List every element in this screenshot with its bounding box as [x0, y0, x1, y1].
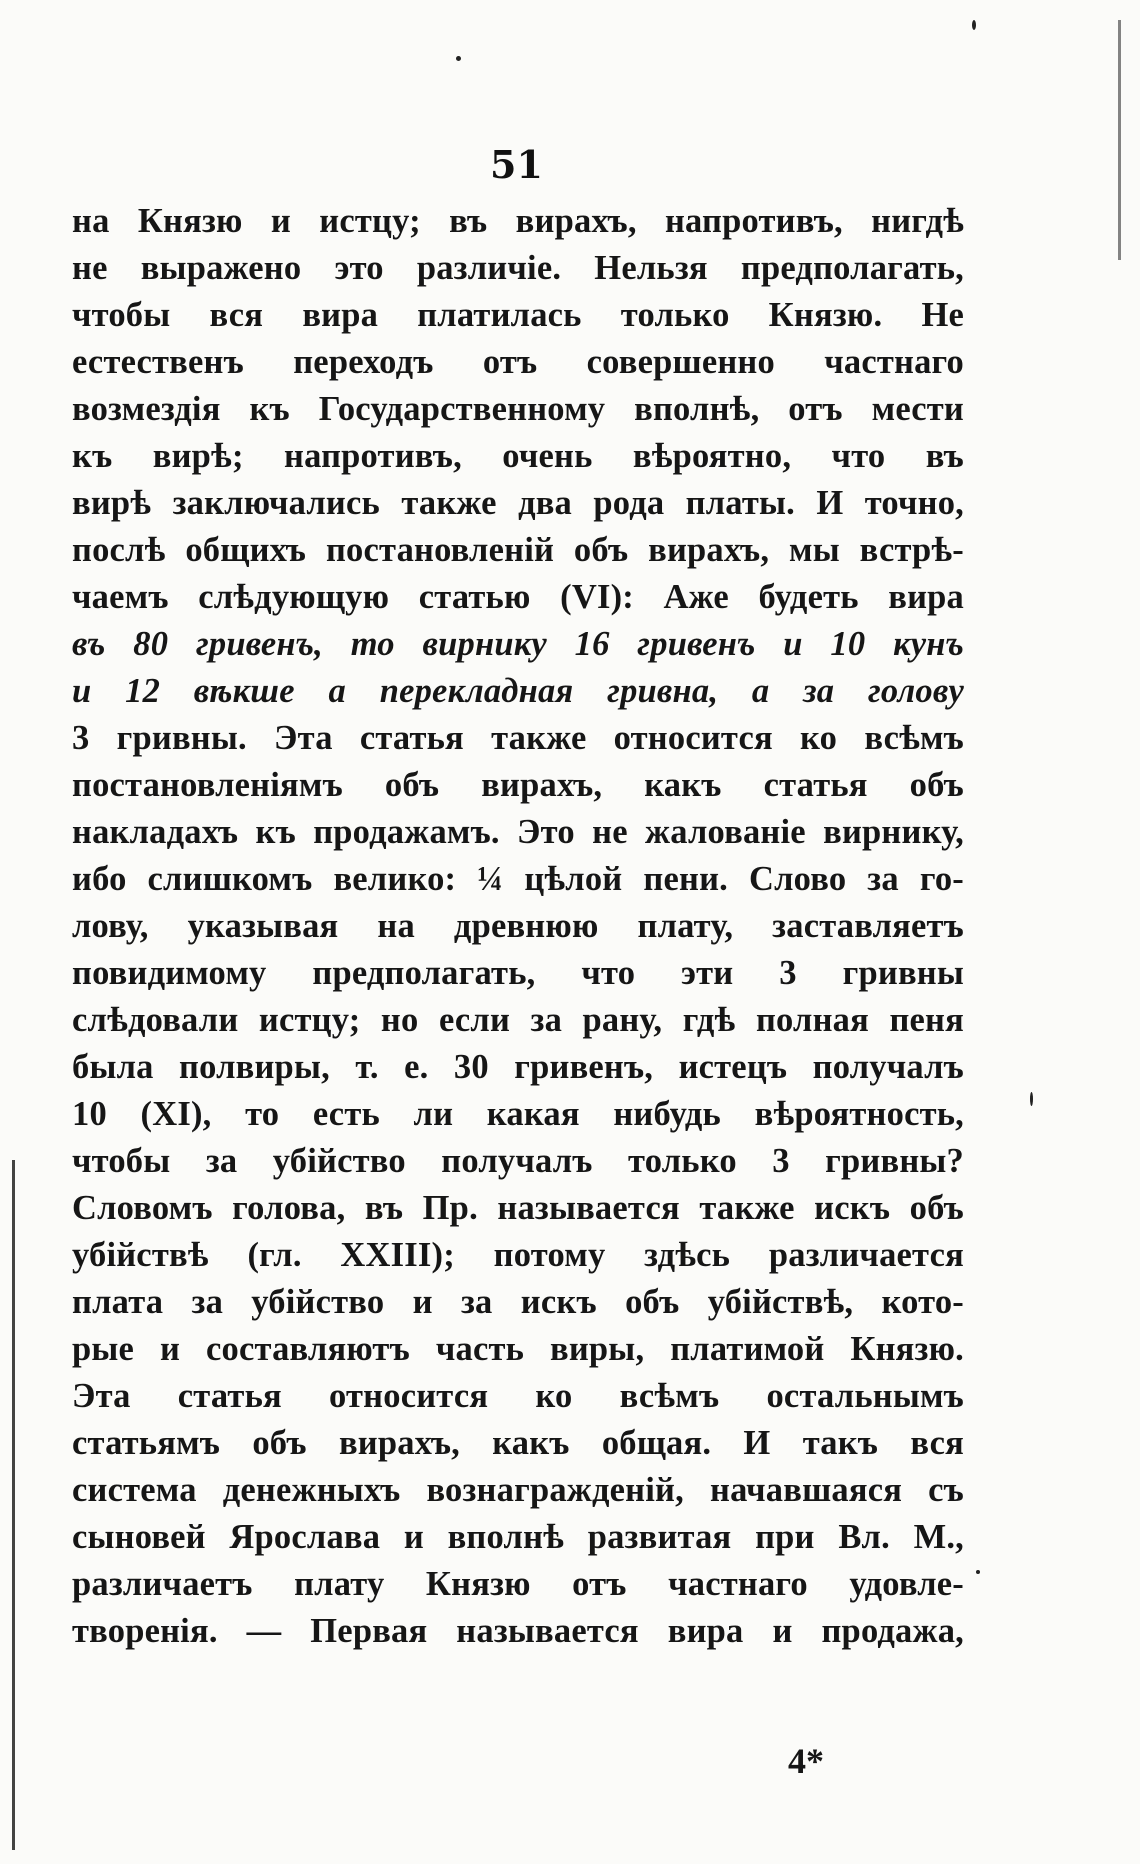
- text-line: система денежныхъ вознагражденій, начавшаяся съ: [72, 1471, 964, 1509]
- text-line: 10 (XI), то есть ли какая нибудь вѣроятность,: [72, 1095, 964, 1133]
- text-line: къ вирѣ; напротивъ, очень вѣроятно, что въ: [72, 437, 964, 475]
- text-line: ибо слишкомъ велико: ¼ цѣлой пени. Слово за го-: [72, 860, 964, 898]
- body-text: [72, 198, 964, 1655]
- scan-speck: [456, 56, 461, 61]
- signature-mark: 4*: [788, 1741, 824, 1781]
- text-line: 3 гривны. Эта статья также относится ко всѣмъ: [72, 719, 964, 757]
- text-line: слѣдовали истцу; но если за рану, гдѣ полная пеня: [72, 1001, 964, 1039]
- scan-speck: [976, 1570, 980, 1574]
- text-line: чаемъ слѣдующую статью (VI): Аже будеть вира: [72, 578, 964, 616]
- text-line: вирѣ заключались также два рода платы. И точно,: [72, 484, 964, 522]
- text-line: чтобы вся вира платилась только Князю. Не: [72, 296, 964, 334]
- text-line: рые и составляютъ часть виры, платимой Князю.: [72, 1330, 964, 1368]
- text-line: на Князю и истцу; въ вирахъ, напротивъ, нигдѣ: [72, 202, 964, 240]
- scan-speck: [1030, 1092, 1033, 1106]
- text-line: убійствѣ (гл. XXIII); потому здѣсь различается: [72, 1236, 964, 1274]
- scan-speck: [972, 20, 976, 30]
- text-line: естественъ переходъ отъ совершенно частнаго: [72, 343, 964, 381]
- text-line: статьямъ объ вирахъ, какъ общая. И такъ вся: [72, 1424, 964, 1462]
- text-line: различаетъ плату Князю отъ частнаго удовле-: [72, 1565, 964, 1603]
- text-line: Словомъ голова, въ Пр. называется также искъ объ: [72, 1189, 964, 1227]
- text-line: Эта статья относится ко всѣмъ остальнымъ: [72, 1377, 964, 1415]
- text-line: не выражено это различіе. Нельзя предполагать,: [72, 249, 964, 287]
- text-line: чтобы за убійство получалъ только 3 гривны?: [72, 1142, 964, 1180]
- text-line: лову, указывая на древнюю плату, заставляетъ: [72, 907, 964, 945]
- text-line: и 12 вѣкше а перекладная гривна, а за голову: [72, 672, 964, 710]
- page-number: 51: [490, 142, 543, 187]
- scan-edge-left: [12, 1160, 15, 1850]
- text-line: возмездія къ Государственному вполнѣ, отъ мести: [72, 390, 964, 428]
- text-line: повидимому предполагать, что эти 3 гривны: [72, 954, 964, 992]
- text-line: послѣ общихъ постановленій объ вирахъ, мы встрѣ-: [72, 531, 964, 569]
- text-line: постановленіямъ объ вирахъ, какъ статья объ: [72, 766, 964, 804]
- text-line: въ 80 гривенъ, то вирнику 16 гривенъ и 10 кунъ: [72, 625, 964, 663]
- text-line: плата за убійство и за искъ объ убійствѣ, кото-: [72, 1283, 964, 1321]
- text-line: сыновей Ярослава и вполнѣ развитая при Вл. М.,: [72, 1518, 964, 1556]
- text-line: накладахъ къ продажамъ. Это не жалованіе вирнику,: [72, 813, 964, 851]
- scan-edge-right: [1118, 20, 1121, 260]
- text-line: творенія. — Первая называется вира и продажа,: [72, 1612, 964, 1650]
- text-line: была полвиры, т. е. 30 гривенъ, истецъ получалъ: [72, 1048, 964, 1086]
